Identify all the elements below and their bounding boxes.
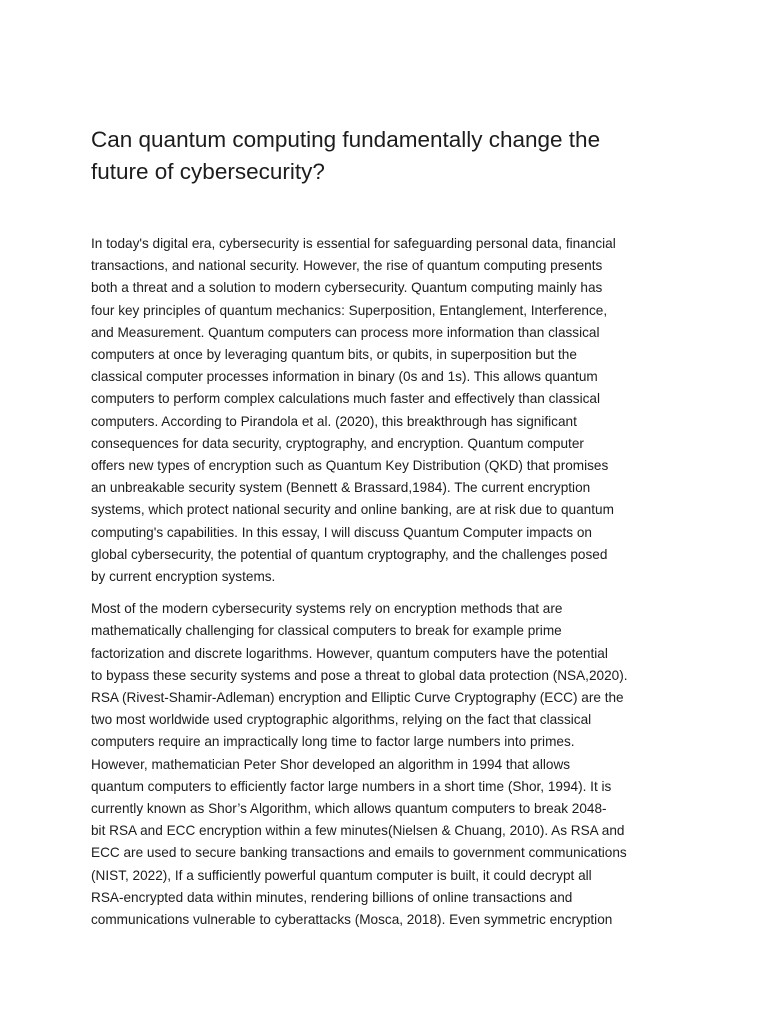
paragraph-intro [91,233,691,588]
text-line: RSA-encrypted data within minutes, rendering billions of online transactions and [91,889,573,905]
text-line: (NIST, 2022), If a sufficiently powerful quantum computer is built, it could decrypt all [91,867,592,883]
text-line: an unbreakable security system (Bennett & Brassard,1984). The current encryption [91,480,591,496]
text-line: global cybersecurity, the potential of quantum cryptography, and the challenges posed [91,546,608,562]
text-line: factorization and discrete logarithms. However, quantum computers have the potential [91,645,608,661]
text-line: ECC are used to secure banking transactions and emails to government communications [91,845,627,861]
text-line: by current encryption systems. [91,569,276,585]
text-line: computers require an impractically long time to factor large numbers into primes. [91,734,575,750]
document-title [91,124,691,188]
text-line: offers new types of encryption such as Quantum Key Distribution (QKD) that promises [91,458,609,474]
text-line: transactions, and national security. However, the rise of quantum computing presents [91,258,603,274]
text-line: However, mathematician Peter Shor developed an algorithm in 1994 that allows [91,756,571,772]
title-line: future of cybersecurity? [91,159,325,184]
text-line: systems, which protect national security and online banking, are at risk due to quantum [91,502,614,518]
text-line: bit RSA and ECC encryption within a few minutes(Nielsen & Chuang, 2010). As RSA and [91,823,625,839]
text-line: and Measurement. Quantum computers can process more information than classical [91,324,600,340]
text-line: quantum computers to efficiently factor large numbers in a short time (Shor, 1994). It is [91,778,612,794]
text-line: consequences for data security, cryptography, and encryption. Quantum computer [91,435,584,451]
text-line: currently known as Shor’s Algorithm, which allows quantum computers to break 2048- [91,801,607,817]
text-line: computing's capabilities. In this essay, I will discuss Quantum Computer impacts on [91,524,592,540]
title-line: Can quantum computing fundamentally change the [91,127,601,152]
text-line: classical computer processes information in binary (0s and 1s). This allows quantum [91,369,598,385]
text-line: RSA (Rivest-Shamir-Adleman) encryption and Elliptic Curve Cryptography (ECC) are the [91,690,624,706]
paragraph-encryption [91,598,691,931]
text-line: mathematically challenging for classical computers to break for example prime [91,623,562,639]
text-line: to bypass these security systems and pose a threat to global data protection (NSA,2020). [91,667,628,683]
text-line: computers at once by leveraging quantum bits, or qubits, in superposition but the [91,347,577,363]
text-line: four key principles of quantum mechanics: Superposition, Entanglement, Interference, [91,302,608,318]
text-line: communications vulnerable to cyberattacks (Mosca, 2018). Even symmetric encryption [91,912,613,928]
text-line: two most worldwide used cryptographic algorithms, relying on the fact that classical [91,712,592,728]
text-line: computers. According to Pirandola et al. (2020), this breakthrough has significant [91,413,577,429]
text-line: computers to perform complex calculations much faster and effectively than classical [91,391,600,407]
text-line: both a threat and a solution to modern cybersecurity. Quantum computing mainly has [91,280,603,296]
text-line: In today's digital era, cybersecurity is essential for safeguarding personal data, financial [91,236,616,251]
text-line: Most of the modern cybersecurity systems rely on encryption methods that are [91,601,563,617]
document-body [91,233,691,931]
